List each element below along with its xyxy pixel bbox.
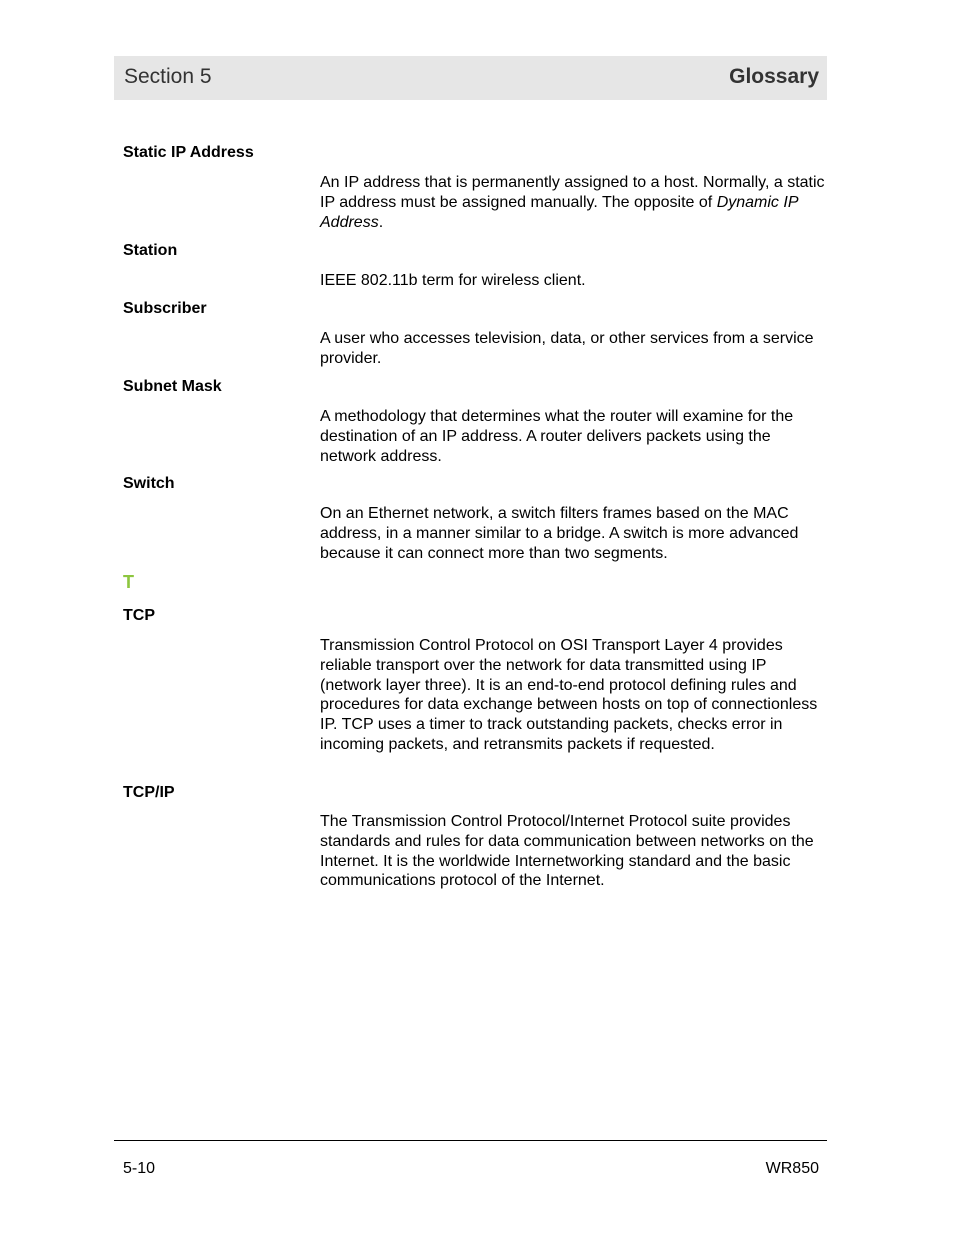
definition-cross-reference: Dynamic IP Address xyxy=(320,193,798,231)
section-header xyxy=(114,56,827,100)
page-number: 5-10 xyxy=(123,1160,156,1177)
product-model: WR850 xyxy=(765,1160,819,1177)
glossary-term: Static IP Address xyxy=(123,144,254,161)
glossary-definition: A methodology that determines what the router will examine for the destination of an IP address. A router delivers packets using the network address. xyxy=(320,408,794,465)
glossary-term: TCP xyxy=(123,607,155,624)
glossary-term: Subnet Mask xyxy=(123,378,222,395)
page-title: Glossary xyxy=(729,65,819,88)
glossary-definition: Transmission Control Protocol on OSI Transport Layer 4 provides reliable transport over the network for data transmitted using IP (network layer three). It is an end-to-end protocol defining rules and procedures for data exchange between hosts on top of connectionless IP. TCP uses a timer to track outstanding packets, checks error in incoming packets, and retransmits packets if requested. xyxy=(320,637,818,753)
footer-divider xyxy=(114,1140,827,1141)
letter-heading: T xyxy=(123,572,134,592)
definition-text: An IP address that is permanently assigned to a host. Normally, a static IP address must be assigned manually. The opposite of xyxy=(320,174,825,211)
glossary-definition xyxy=(320,173,825,232)
glossary-term: Switch xyxy=(123,475,175,492)
section-label: Section 5 xyxy=(124,65,212,88)
glossary-definition: The Transmission Control Protocol/Internet Protocol suite provides standards and rules for data communication between networks on the Internet. It is the worldwide Internetworking standard and the basic communications protocol of the Internet. xyxy=(320,813,814,890)
glossary-definition: A user who accesses television, data, or other services from a service provider. xyxy=(320,330,814,367)
glossary-definition: IEEE 802.11b term for wireless client. xyxy=(320,272,586,289)
glossary-term: TCP/IP xyxy=(123,784,175,801)
definition-text-end: . xyxy=(378,213,384,231)
glossary-term: Station xyxy=(123,242,178,259)
glossary-definition: On an Ethernet network, a switch filters frames based on the MAC address, in a manner similar to a bridge. A switch is more advanced because it can connect more than two segments. xyxy=(320,505,799,562)
glossary-term: Subscriber xyxy=(123,300,207,317)
